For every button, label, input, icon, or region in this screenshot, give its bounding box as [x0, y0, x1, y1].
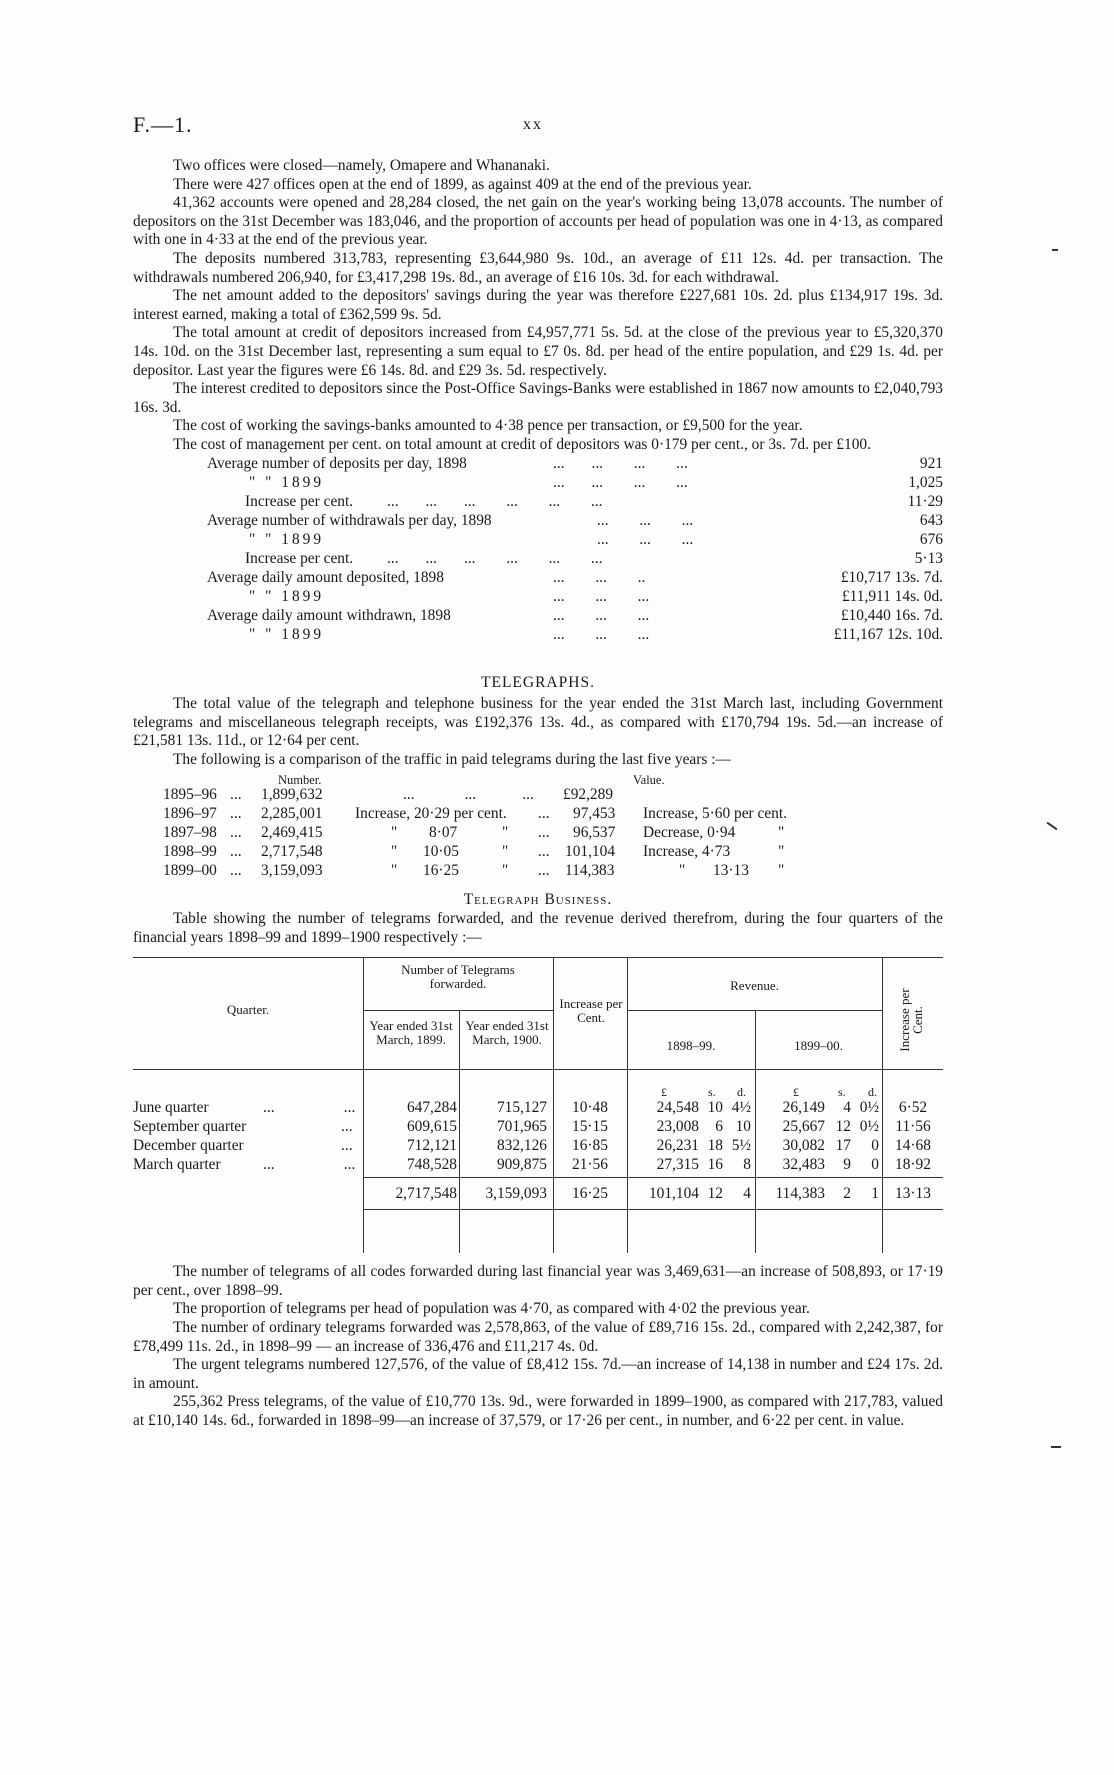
table-cell-r1l: 24,548	[656, 1099, 699, 1117]
savings-summary	[133, 455, 943, 668]
table-cell-r1d: 5½	[731, 1137, 751, 1155]
summary-row	[133, 474, 943, 493]
table-cell-r1d: 8	[743, 1156, 751, 1174]
table-rule	[133, 957, 943, 958]
table-total-rinc: 13·13	[895, 1185, 931, 1203]
summary-label: " " 1899	[249, 473, 325, 491]
paragraph: 41,362 accounts were opened and 28,284 closed, the net gain on the year's working being 13,078 accounts. The number of depositors on the 31st December was 183,046, and the proportion of accounts per head of population was one in 4·13, as compared with one in 4·33 at the end of the previous year.	[133, 194, 943, 249]
summary-value: £10,440 16s. 7d.	[840, 606, 943, 624]
summary-value: 676	[919, 530, 943, 548]
unit-shilling: s.	[708, 1085, 716, 1100]
summary-label: " " 1899	[249, 530, 325, 548]
table-total-r2s: 2	[843, 1185, 851, 1203]
table-cell-r1l: 26,231	[656, 1137, 699, 1155]
header-revenue-1899-00: 1899–00.	[794, 1038, 843, 1054]
summary-label: Average daily amount withdrawn, 1898	[207, 606, 451, 624]
leader-dots: ... ... ...	[403, 786, 534, 804]
comparison-year: 1898–99	[163, 843, 217, 861]
table-total-n1900: 3,159,093	[485, 1185, 547, 1203]
table-cell-n1899: 609,615	[406, 1118, 457, 1136]
paragraph: The cost of management per cent. on total amount at credit of depositors was 0·179 per cent., or 3s. 7d. per £100.	[173, 435, 871, 453]
paragraph: There were 427 offices open at the end of 1899, as against 409 at the end of the previous year.	[173, 175, 752, 193]
comparison-number-change: 16·25	[423, 862, 459, 880]
ditto-mark: "	[502, 824, 509, 842]
table-cell-n1899: 647,284	[406, 1099, 457, 1117]
table-cell-r2d: 0½	[859, 1099, 879, 1117]
unit-pence: d.	[737, 1085, 746, 1100]
summary-value: 643	[919, 511, 943, 529]
table-cell-n1900: 701,965	[496, 1118, 547, 1136]
margin-mark	[1047, 822, 1058, 831]
summary-label: " " 1899	[249, 587, 325, 605]
table-total-r2l: 114,383	[775, 1185, 825, 1203]
summary-label: Average number of deposits per day, 1898	[207, 454, 467, 472]
table-cell-inc: 15·15	[572, 1118, 608, 1136]
table-cell-r2s: 9	[843, 1156, 851, 1174]
paragraph: The urgent telegrams numbered 127,576, of the value of £8,412 15s. 7d.—an increase of 14,138 in number and £24 17s. 2d. in amount.	[133, 1356, 943, 1392]
table-cell-r2d: 0½	[859, 1118, 879, 1136]
leader-dots: ... ... ... ...	[553, 454, 688, 472]
leader-dots: ... ... ...	[597, 530, 694, 548]
leader-dots: ... ... ...	[553, 625, 650, 643]
summary-row	[133, 569, 943, 588]
page-header	[133, 112, 943, 136]
header-year-1900: Year ended 31st March, 1900.	[465, 1018, 549, 1048]
comparison-number: 3,159,093	[261, 862, 323, 880]
comparison-value-change: Increase, 5·60 per cent.	[643, 805, 787, 823]
table-cell-inc: 21·56	[572, 1156, 608, 1174]
comparison-year: 1895–96	[163, 786, 217, 804]
summary-value: £11,167 12s. 10d.	[833, 625, 943, 643]
comparison-year: 1896–97	[163, 805, 217, 823]
table-rule	[363, 1209, 943, 1210]
paragraph: The total value of the telegraph and telephone business for the year ended the 31st March last, including Government telegrams and miscellaneous telegraph receipts, was £192,376 13s. 4d., as compared with £170,794 19s. 5d.—an increase of £21,581 13s. 11d., or 12·64 per cent.	[133, 695, 943, 750]
table-rule	[133, 1069, 943, 1070]
paragraph: The interest credited to depositors since the Post-Office Savings-Banks were established in 1867 now amounts to £2,040,793 16s. 3d.	[133, 380, 943, 416]
table-cell-r2d: 0	[871, 1137, 879, 1155]
table-cell-r2s: 12	[835, 1118, 851, 1136]
summary-value: £10,717 13s. 7d.	[840, 568, 943, 586]
ditto-mark: "	[778, 843, 785, 861]
table-cell-r1s: 18	[707, 1137, 723, 1155]
summary-label: Average daily amount deposited, 1898	[207, 568, 444, 586]
leader-dots: ...	[341, 1118, 353, 1136]
summary-label: Average number of withdrawals per day, 1898	[207, 511, 492, 529]
table-rule	[363, 1177, 943, 1178]
leader-dots: ...	[538, 843, 550, 861]
summary-value: £11,911 14s. 0d.	[841, 587, 943, 605]
leader-dots: ... ... ... ... ... ...	[387, 549, 603, 567]
summary-row	[133, 607, 943, 626]
unit-pound: £	[793, 1085, 799, 1100]
table-cell-r2s: 4	[843, 1099, 851, 1117]
header-year-1899: Year ended 31st March, 1899.	[369, 1018, 453, 1048]
summary-row	[133, 550, 943, 569]
summary-row	[133, 455, 943, 474]
table-rule	[363, 957, 364, 1253]
table-cell-r1s: 10	[707, 1099, 723, 1117]
table-cell-rinc: 6·52	[898, 1099, 928, 1117]
paragraph: The number of telegrams of all codes forwarded during last financial year was 3,469,631—an increase of 508,893, or 17·19 per cent., over 1898–99.	[133, 1263, 943, 1299]
summary-row	[133, 626, 943, 645]
leader-dots: ...	[230, 862, 242, 880]
ditto-mark: "	[679, 862, 686, 880]
table-cell-r2s: 17	[835, 1137, 851, 1155]
summary-label: " " 1899	[249, 625, 325, 643]
table-cell-r2l: 25,667	[782, 1118, 825, 1136]
table-cell-r2l: 30,082	[782, 1137, 825, 1155]
table-cell-r1s: 16	[707, 1156, 723, 1174]
header-revenue-increase: Increase per Cent.	[897, 988, 925, 1052]
leader-dots: ... ...	[263, 1099, 356, 1117]
paragraph: The proportion of telegrams per head of population was 4·70, as compared with 4·02 the previous year.	[173, 1300, 810, 1318]
ditto-mark: "	[391, 843, 398, 861]
table-cell-r1l: 23,008	[656, 1118, 699, 1136]
comparison-number: 1,899,632	[261, 786, 323, 804]
table-total-inc: 16·25	[572, 1185, 608, 1203]
ditto-mark: "	[778, 824, 785, 842]
margin-mark	[1051, 1446, 1061, 1448]
leader-dots: ...	[230, 843, 242, 861]
header-quarter: Quarter.	[226, 1002, 270, 1018]
table-cell-n1900: 715,127	[496, 1099, 547, 1117]
summary-row	[133, 588, 943, 607]
leader-dots: ... ... ...	[553, 587, 650, 605]
comparison-value: 114,383	[565, 862, 615, 880]
table-cell-n1899: 748,528	[406, 1156, 457, 1174]
column-heading-number: Number.	[278, 773, 322, 788]
paragraph: Table showing the number of telegrams forwarded, and the revenue derived therefrom, during the four quarters of the financial years 1898–99 and 1899–1900 respectively :—	[133, 910, 943, 946]
paragraph: The total amount at credit of depositors increased from £4,957,771 5s. 5d. at the close of the previous year to £5,320,370 14s. 10d. on the 31st December last, representing a sum equal to £7 0s. 8d. per head of the entire population, and £29 1s. 4d. per depositor. Last year the figures were £6 14s. 8d. and £29 3s. 5d. respectively.	[133, 324, 943, 379]
table-cell-r2l: 32,483	[782, 1156, 825, 1174]
leader-dots: ... ... ...	[553, 606, 650, 624]
leader-dots: ...	[538, 824, 550, 842]
header-increase: Increase per Cent.	[559, 996, 623, 1026]
leader-dots: ... ... ..	[553, 568, 646, 586]
paragraph: Two offices were closed—namely, Omapere and Whananaki.	[173, 157, 550, 174]
unit-pence: d.	[868, 1085, 877, 1100]
margin-mark	[1052, 249, 1058, 251]
table-total-r1d: 4	[743, 1185, 751, 1203]
ditto-mark: "	[502, 843, 509, 861]
leader-dots: ... ...	[263, 1156, 356, 1174]
summary-value: 5·13	[914, 549, 943, 567]
ditto-mark: "	[502, 862, 509, 880]
table-cell-r1d: 4½	[731, 1099, 751, 1117]
table-cell-inc: 16·85	[572, 1137, 608, 1155]
comparison-number: 2,285,001	[261, 805, 323, 823]
unit-shilling: s.	[838, 1085, 846, 1100]
table-cell-n1900: 909,875	[496, 1156, 547, 1174]
header-revenue-1898-99: 1898–99.	[666, 1038, 716, 1054]
comparison-year: 1897–98	[163, 824, 217, 842]
comparison-value-change: Increase, 4·73	[643, 843, 731, 861]
table-cell-quarter: December quarter	[133, 1137, 244, 1155]
leader-dots: ...	[230, 786, 242, 804]
table-cell-n1900: 832,126	[496, 1137, 547, 1155]
table-total-r2d: 1	[871, 1185, 879, 1203]
summary-row	[133, 512, 943, 531]
table-rule	[627, 957, 628, 1253]
summary-row	[133, 531, 943, 550]
leader-dots: ...	[538, 805, 550, 823]
paragraph: The net amount added to the depositors' savings during the year was therefore £227,681 10s. 2d. plus £134,917 19s. 3d. interest earned, making a total of £362,599 9s. 5d.	[133, 287, 943, 323]
paragraph: The number of ordinary telegrams forwarded was 2,578,863, of the value of £89,716 15s. 2d., compared with 2,242,387, for £78,499 11s. 2d., in 1898–99 — an increase of 336,476 and £11,217 4s. 0d.	[133, 1319, 943, 1355]
table-rule	[459, 1010, 460, 1253]
comparison-value: 96,537	[573, 824, 616, 842]
leader-dots: ... ... ... ... ... ...	[387, 492, 603, 510]
table-cell-r1l: 27,315	[656, 1156, 699, 1174]
leader-dots: ...	[230, 824, 242, 842]
page-number: xx	[523, 116, 543, 133]
leader-dots: ... ... ... ...	[553, 473, 688, 491]
table-cell-r2l: 26,149	[782, 1099, 825, 1117]
summary-row	[133, 493, 943, 512]
page-reference: F.—1.	[133, 112, 193, 137]
comparison-number-change: 8·07	[429, 824, 458, 842]
comparison-number: 2,717,548	[261, 843, 323, 861]
ditto-mark: "	[778, 862, 785, 880]
comparison-value-change: Decrease, 0·94	[643, 824, 736, 842]
table-cell-quarter: June quarter	[133, 1099, 209, 1117]
table-cell-rinc: 11·56	[895, 1118, 931, 1136]
ditto-mark: "	[391, 824, 398, 842]
table-cell-r1d: 10	[735, 1118, 751, 1136]
table-total-n1899: 2,717,548	[395, 1185, 457, 1203]
table-cell-n1899: 712,121	[406, 1137, 457, 1155]
table-cell-quarter: September quarter	[133, 1118, 247, 1136]
table-cell-rinc: 18·92	[895, 1156, 931, 1174]
ditto-mark: "	[391, 862, 398, 880]
summary-value: 921	[919, 454, 943, 472]
leader-dots: ...	[538, 862, 550, 880]
comparison-value: £92,289	[563, 786, 614, 804]
comparison-value-change: 13·13	[713, 862, 749, 880]
unit-pound: £	[661, 1085, 667, 1100]
summary-label: Increase per cent.	[245, 549, 354, 567]
header-number-group: Number of Telegrams forwarded.	[401, 962, 515, 992]
paragraph: The cost of working the savings-banks amounted to 4·38 pence per transaction, or £9,500 for the year.	[173, 417, 803, 435]
page-content	[133, 157, 943, 1431]
header-revenue: Revenue.	[730, 978, 779, 994]
section-heading-telegraph-business: Telegraph Business.	[463, 891, 613, 909]
comparison-number-change: Increase, 20·29 per cent.	[355, 805, 507, 823]
comparison-number-change: 10·05	[423, 843, 459, 861]
table-cell-inc: 10·48	[572, 1099, 608, 1117]
comparison-year: 1899–00	[163, 862, 217, 880]
comparison-number: 2,469,415	[261, 824, 323, 842]
table-cell-rinc: 14·68	[895, 1137, 931, 1155]
table-total-r1l: 101,104	[648, 1185, 699, 1203]
comparison-value: 101,104	[565, 843, 616, 861]
table-cell-r1s: 6	[715, 1118, 723, 1136]
five-year-comparison	[133, 771, 943, 887]
summary-value: 11·29	[907, 492, 943, 510]
paragraph: The deposits numbered 313,783, representing £3,644,980 9s. 10d., an average of £11 12s. 4d. per transaction. The withdrawals numbered 206,940, for £3,417,298 19s. 8d., an average of £16 10s. 3d. for each withdrawal.	[133, 249, 943, 286]
leader-dots: ...	[230, 805, 242, 823]
table-cell-r2d: 0	[871, 1156, 879, 1174]
comparison-value: 97,453	[573, 805, 616, 823]
column-heading-value: Value.	[633, 773, 665, 788]
summary-value: 1,025	[908, 473, 943, 491]
paragraph: 255,362 Press telegrams, of the value of £10,770 13s. 9d., were forwarded in 1899–1900, as compared with 217,783, valued at £10,140 14s. 6d., forwarded in 1898–99—an increase of 37,579, or 17·26 per cent., in number, and 6·22 per cent. in value.	[133, 1393, 943, 1429]
paragraph: The following is a comparison of the traffic in paid telegrams during the last five years :—	[173, 750, 731, 768]
section-heading-telegraphs: TELEGRAPHS.	[481, 673, 595, 691]
table-total-r1s: 12	[707, 1185, 723, 1203]
leader-dots: ...	[341, 1137, 353, 1155]
telegraph-business-table	[133, 957, 943, 1253]
table-cell-quarter: March quarter	[133, 1156, 221, 1174]
leader-dots: ... ... ...	[597, 511, 694, 529]
summary-label: Increase per cent.	[245, 492, 354, 510]
table-rule	[363, 1010, 553, 1011]
